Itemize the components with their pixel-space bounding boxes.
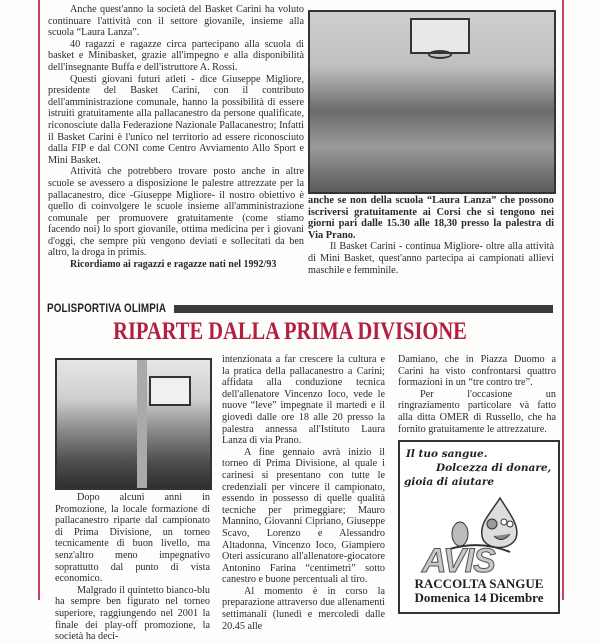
bottom-article-column-3 — [398, 354, 556, 435]
courses-info-bold: anche se non della scuola “Laura Lanza” che possono iscriversi gratuitamente ai Corsi che si tengono nei giorni pari dalle 15.30 alle 18,30 presso la palestra di Via Prano. — [308, 195, 554, 241]
paragraph: Al momento è in corso la preparazione attraverso due allenamenti settimanali (lunedì e mercoledì dalle 20.45 alle — [222, 585, 385, 632]
page-border-left — [38, 0, 40, 600]
youth-team-photo — [308, 10, 556, 194]
column — [137, 360, 147, 488]
section-label: POLISPORTIVA OLIMPIA — [47, 301, 167, 315]
paragraph: Dopo alcuni anni in Promozione, la locale formazione di pallacanestro riparte dal campionato di Prima Divisione, un torneo tecnicamente di buon livello, ma senz'altro meno impegnativo soprattutto dal punto di vista economico. — [55, 492, 210, 585]
top-article-right-column — [308, 195, 554, 276]
hoop — [428, 50, 452, 59]
paragraph: Questi giovani futuri atleti - dice Giuseppe Migliore, presidente del Basket Carini, con il contributo dell'amministrazione comunale, hanno la possibilità di essere istruiti gratuitamente alla pallacanestro da persone qualificate, riconosciute dalla Federazione Nazionale Pallacanestro; Infatti il Basket Carini è l'unico nel territorio ad essere riconosciuto dalla FIP e dal CONI come Centro Avviamento Allo Sport e Mini Basket. — [48, 73, 304, 166]
paragraph: A fine gennaio avrà inizio il torneo di Prima Divisione, al quale i carinesi si presentano con tutte le credenziali per vincere il campionato, essendo in possesso di quelle qualità tecniche per primeggiare; Mauro Mannino, Giovanni Cipriano, Giuseppe Scavo, Lorenzo e Alessandro Altadonna, Vincenzo Ioco, Giampiero Oteri assicurano all'allenatore-giocatore Antonino Farina “centimetri” sotto canestro e buone percentuali al tiro. — [222, 446, 385, 586]
paragraph: Attività che potrebbero trovare posto anche in altre scuole se avessero a disposizione le palestre attrezzate per la pallacanestro, dice -Giuseppe Migliore- il nostro obiettivo è quello di coinvolgere le scuole insieme all'amministrazione comunale per promuovere gratuitamente (come stiamo facendo noi) lo sport giovanile, ottima medicina per i giovani d'oggi, che sempre più vengono deviati e sollecitati da ben altro, la droga in primis. — [48, 166, 304, 259]
blood-drive-label: RACCOLTA SANGUE — [414, 576, 544, 591]
reminder-bold: Ricordiamo ai ragazzi e ragazze nati nel 1992/93 — [70, 259, 277, 271]
bottom-article-column-1 — [55, 492, 210, 643]
blood-drive-date: Domenica 14 Dicembre — [414, 590, 544, 605]
slogan-line: gioia di aiutare — [404, 476, 495, 488]
paragraph: Anche quest'anno la società del Basket Carini ha voluto continuare l'attività con il settore giovanile, insieme alla scuola “Laura Lanza”. — [48, 4, 304, 39]
avis-blood-drive-ad — [398, 440, 560, 614]
slogan-line: Il tuo sangue. — [406, 448, 488, 460]
paragraph: Malgrado il quintetto bianco-blu ha sempre ben figurato nel torneo superiore, raggiungendo nel 2001 la finale dei play-off promozione, la società ha deci- — [55, 584, 210, 643]
avis-logo: AVIS — [422, 542, 495, 580]
slogan-line: Dolcezza di donare, — [436, 462, 552, 474]
paragraph: Damiano, che in Piazza Duomo a Carini ha visto confrontarsi quattro formazioni in un “tre contro tre”. — [398, 354, 556, 389]
paragraph: Il Basket Carini - continua Migliore- oltre alla attività di Mini Basket, quest'anno partecipa ai campionati allievi maschile e femminile. — [308, 241, 554, 276]
page-border-right — [562, 0, 564, 600]
paragraph: Per l'occasione un ringraziamento particolare và fatto alla ditta OMER di Russello, che ha fornito gratuitamente le attrezzature. — [398, 388, 556, 435]
top-article-left-column — [48, 4, 304, 271]
section-bar — [174, 305, 553, 313]
backboard — [410, 18, 470, 54]
bottom-article-column-2 — [222, 354, 385, 632]
headline: RIPARTE DALLA PRIMA DIVISIONE — [113, 318, 467, 345]
paragraph: intenzionata a far crescere la cultura e la pratica della pallacanestro a Carini; affidata alla conduzione tecnica dell'allenatore Vincenzo Ioco, vede le nuove “leve” impegnate il martedì e il giovedì dalle ore 18 alle 20 presso la palestra annessa all'Istituto Laura Lanza di via Prano. — [222, 354, 385, 447]
street-basketball-photo — [55, 358, 212, 490]
backboard — [149, 376, 191, 406]
paragraph: 40 ragazzi e ragazze circa partecipano alla scuola di basket e Minibasket, grazie all'impegno e alla disponibilità dell'insegnante Buffa e dell'istruttore A. Rossi. — [48, 38, 304, 73]
